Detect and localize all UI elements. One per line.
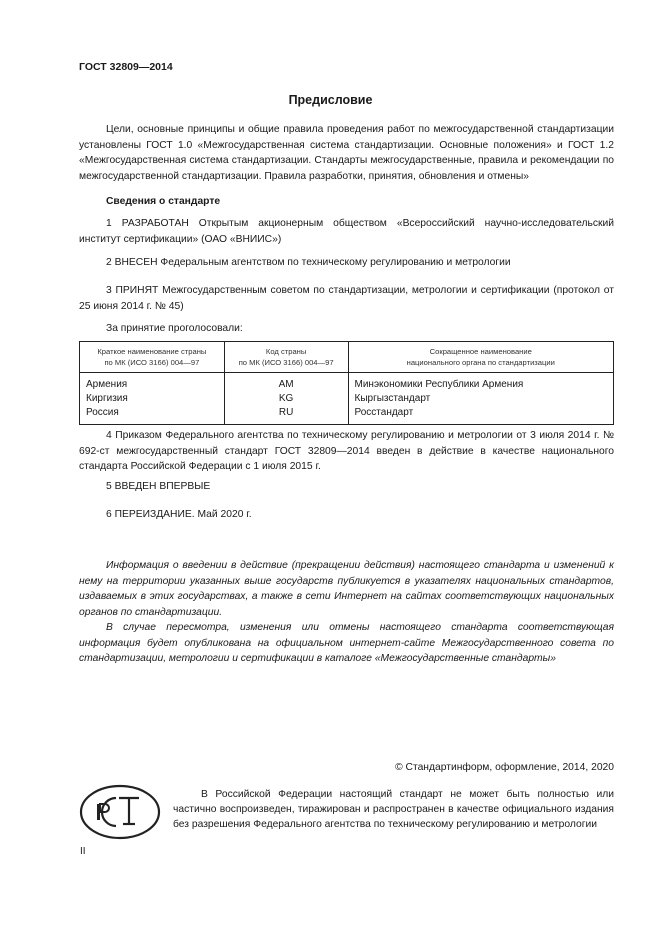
table-row bbox=[80, 406, 614, 425]
body-cell: Росстандарт bbox=[348, 406, 614, 425]
item-adopted: 3 ПРИНЯТ Межгосударственным советом по стандартизации, метрологии и сертификации (протокол от 25 июня 2014 г. № 45) bbox=[79, 285, 614, 312]
copyright-notice: © Стандартинформ, оформление, 2014, 2020 bbox=[395, 762, 614, 773]
column-header-code: Код страны по МК (ИСО 3166) 004—97 bbox=[224, 342, 348, 373]
notice-info: Информация о введении в действие (прекращении действия) настоящего стандарта и изменений к нему на территории указанных выше государств публикуется в указателях национальных стандартов, издаваемых в этих государствах, а также в сети Интернет на сайтах соответствующих национальных органов по стандартизации. bbox=[79, 560, 614, 618]
item-introduced: 2 ВНЕСЕН Федеральным агентством по техническому регулированию и метрологии bbox=[106, 257, 511, 268]
country-cell: Армения bbox=[80, 373, 225, 393]
voting-table bbox=[79, 341, 614, 425]
code-cell: KG bbox=[224, 392, 348, 406]
rights-notice: В Российской Федерации настоящий стандарт не может быть полностью или частично воспроизведен, тиражирован и распространен в качестве официального издания без разрешения Федерального агентства по техническому регулированию и метрологии bbox=[173, 789, 614, 831]
item-first-introduced: 5 ВВЕДЕН ВПЕРВЫЕ bbox=[106, 481, 211, 492]
table-row bbox=[80, 373, 614, 393]
page-title: Предисловие bbox=[288, 93, 373, 107]
column-header-body: Сокращенное наименование национального органа по стандартизации bbox=[348, 342, 614, 373]
notice-revision: В случае пересмотра, изменения или отмены настоящего стандарта соответствующая информация будет опубликована на официальном интернет-сайте Межгосударственного совета по стандартизации, метрологии и сертификации в каталоге «Межгосударственные стандарты» bbox=[79, 622, 614, 665]
table-row bbox=[80, 392, 614, 406]
intro-paragraph: Цели, основные принципы и общие правила проведения работ по межгосударственной стандартизации установлены ГОСТ 1.0 «Межгосударственная система стандартизации. Основные положения» и ГОСТ 1.2 «Межгосударственная система стандартизации. Стандарты межгосударственные, правила и рекомендации по межгосударственной стандартизации. Правила разработки, принятия, обновления и отмены» bbox=[79, 124, 614, 182]
item-order: 4 Приказом Федерального агентства по техническому регулированию и метрологии от 3 июля 2014 г. № 692-ст межгосударственный стандарт ГОСТ 32809—2014 введен в действие в качестве национального стандарта Российской Федерации с 1 июля 2015 г. bbox=[79, 430, 614, 473]
country-cell: Россия bbox=[80, 406, 225, 425]
item-reissue: 6 ПЕРЕИЗДАНИЕ. Май 2020 г. bbox=[106, 509, 252, 520]
code-cell: AM bbox=[224, 373, 348, 393]
document-number: ГОСТ 32809—2014 bbox=[79, 61, 173, 73]
body-cell: Кыргызстандарт bbox=[348, 392, 614, 406]
code-cell: RU bbox=[224, 406, 348, 425]
section-heading: Сведения о стандарте bbox=[106, 196, 221, 207]
body-cell: Минэкономики Республики Армения bbox=[348, 373, 614, 393]
page-number: II bbox=[80, 846, 86, 857]
table-header-row bbox=[80, 342, 614, 373]
country-cell: Киргизия bbox=[80, 392, 225, 406]
item-developed: 1 РАЗРАБОТАН Открытым акционерным обществом «Всероссийский научно-исследовательский институт сертификации» (ОАО «ВНИИС») bbox=[79, 218, 614, 245]
voted-label: За принятие проголосовали: bbox=[106, 323, 243, 334]
column-header-country: Краткое наименование страны по МК (ИСО 3166) 004—97 bbox=[80, 342, 225, 373]
rst-certification-logo-icon bbox=[79, 784, 161, 840]
